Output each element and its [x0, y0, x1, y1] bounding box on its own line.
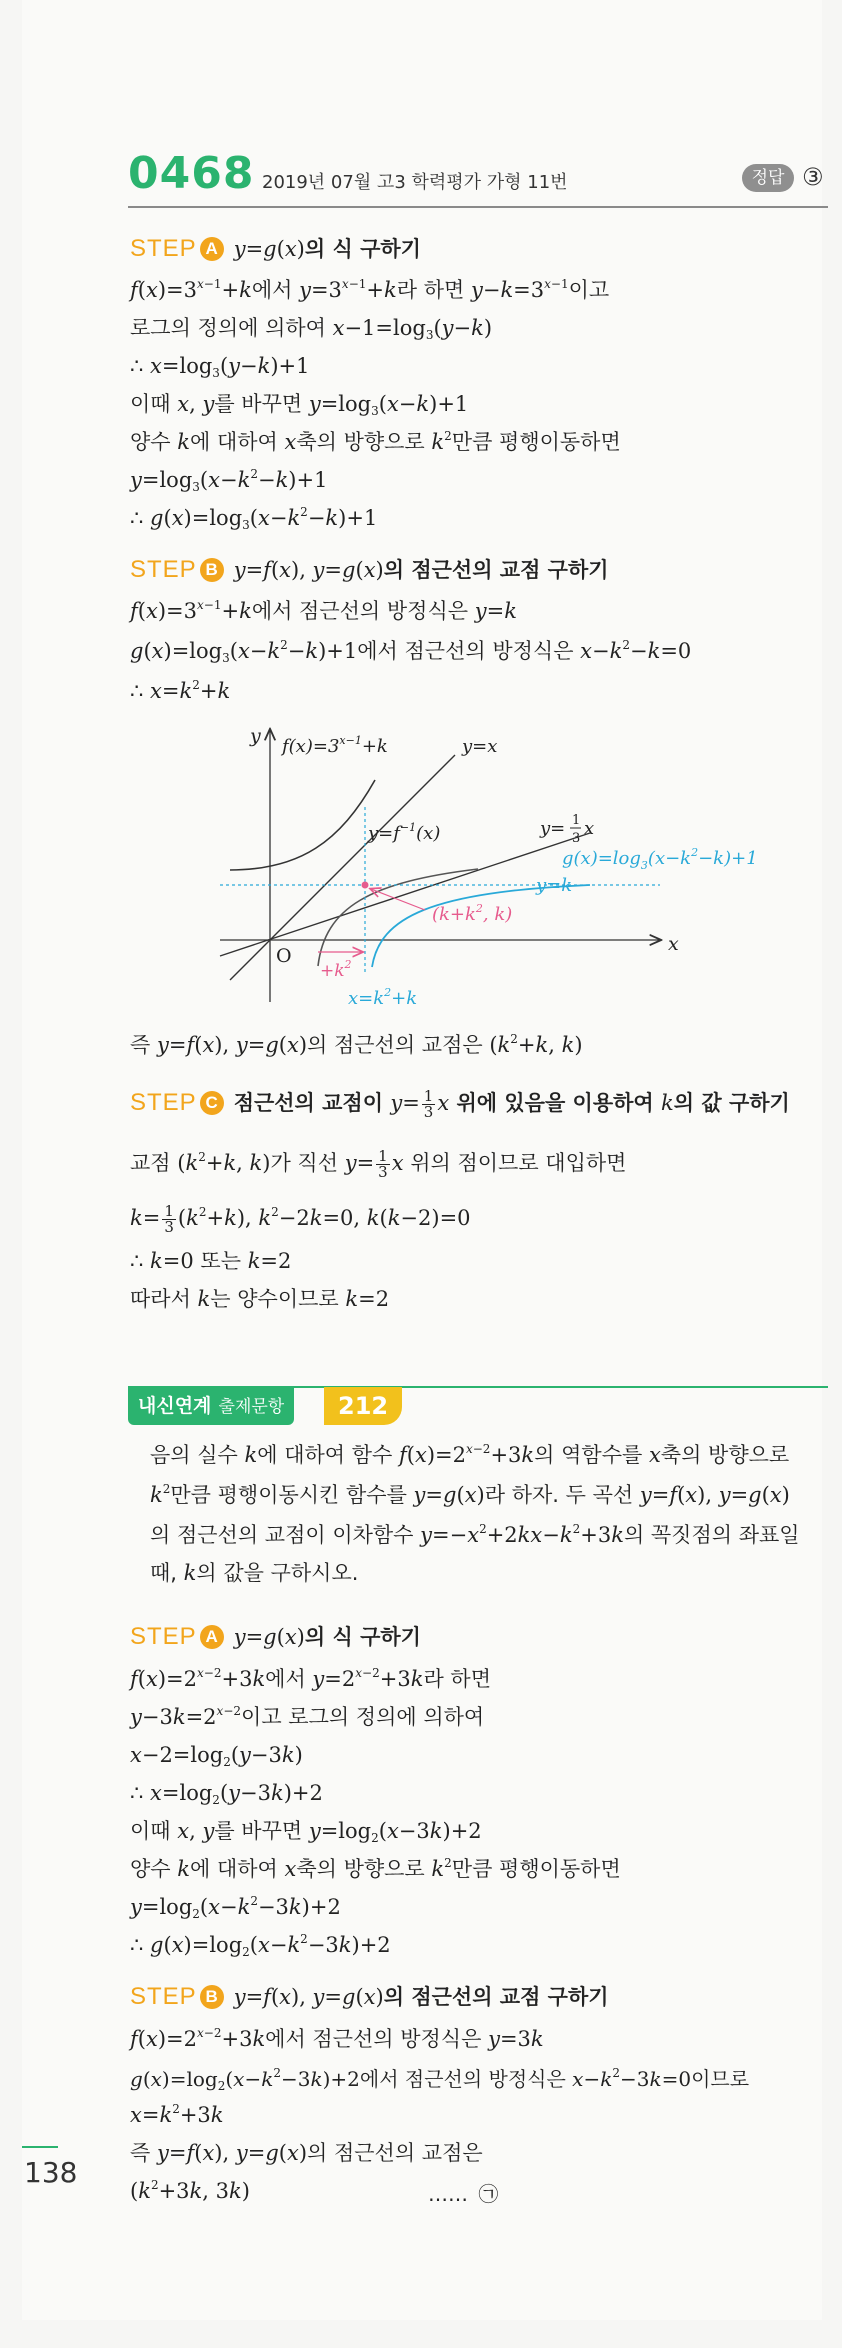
- problem-line-1: 음의 실수 k에 대하여 함수 $f(x)=2^{x-2}+3k$의 역함수를 x축의 방향으로: [150, 1442, 790, 1467]
- step-letter: B: [200, 558, 224, 582]
- one-third-line-label: y=: [540, 818, 566, 839]
- linked-number-badge: [324, 1387, 402, 1425]
- step-label: STEP: [130, 556, 197, 583]
- page-number-rule: [22, 2146, 58, 2148]
- header-rule: [128, 206, 828, 208]
- step-b-heading: STEP B y=f(x), y=g(x)의 점근선의 교점 구하기: [130, 556, 609, 583]
- sol-line-4: ∴ $x=\log_2(y-3k)+2$: [130, 1781, 323, 1807]
- line-9: $g(x)=\log_3(x-k^2-k)+1$에서 점근선의 방정식은 $x-k^2-k=0$: [130, 638, 692, 665]
- step-c-heading: STEP C 점근선의 교점이 y= $\frac{1}{3}$ x 위에 있음을 이용하여 k의 값 구하기: [130, 1086, 790, 1121]
- one-third-x: x: [584, 818, 595, 839]
- step-a2-heading: STEP A y=g(x)의 식 구하기: [130, 1623, 421, 1650]
- step-a-heading: STEP A y=g(x)의 식 구하기: [130, 235, 421, 262]
- sol-line-12: 즉 y=f(x), y=g(x)의 점근선의 교점은: [130, 2141, 483, 2165]
- line-1: $f(x)=3^{x-1}+k$에서 $y=3^{x-1}+k$라 하면 $y-k=3^{x-1}$이고: [130, 277, 610, 302]
- linked-badge: [128, 1387, 294, 1425]
- step-title: 의 식 구하기: [304, 237, 421, 261]
- sol-line-7: $y=\log_2(x-k^2-3k)+2$: [130, 1894, 341, 1921]
- answer-badge: [742, 164, 794, 192]
- yk-asymptote-label: y=k: [536, 875, 573, 896]
- sol-line-10: $g(x)=\log_2(x-k^2-3k)+2$에서 점근선의 방정식은 $x-k^2-3k=0$이므로: [130, 2066, 750, 2093]
- sol-line-11: $x=k^2+3k$: [130, 2102, 224, 2127]
- sol-line-1: $f(x)=2^{x-2}+3k$에서 $y=2^{x-2}+3k$라 하면: [130, 1666, 491, 1691]
- line-12: 교점 ($k^2+k$, k)가 직선 y= $\frac{1}{3}$ x 위의 점이므로 대입하면: [130, 1146, 627, 1181]
- sol-line-8: ∴ $g(x)=\log_2(x-k^2-3k)+2$: [130, 1932, 391, 1959]
- x-axis-label: x: [668, 933, 679, 955]
- line-8: $f(x)=3^{x-1}+k$에서 점근선의 방정식은 y=k: [130, 598, 517, 623]
- answer-label: 정답: [751, 168, 785, 188]
- step-label: STEP: [130, 1983, 197, 2010]
- y-axis-label: y: [250, 725, 261, 747]
- line-3: ∴ $x=\log_3(y-k)+1$: [130, 354, 310, 380]
- problem-number: 0468: [128, 148, 255, 199]
- line-7: ∴ $g(x)=\log_3(x-k^2-k)+1$: [130, 505, 378, 532]
- sol-line-13: ($k^2+3k$, 3k): [130, 2178, 250, 2203]
- x-asymptote-label: $x=k^2+k$: [348, 986, 418, 1009]
- problem-line-3: 의 점근선의 교점이 이차함수 $y=-x^2+2kx-k^2+3k$의 꼭짓점의 좌표일: [150, 1522, 800, 1547]
- line-6: $y=\log_3(x-k^2-k)+1$: [130, 467, 328, 494]
- step-title: 의 식 구하기: [304, 1625, 421, 1649]
- sol-line-9: $f(x)=2^{x-2}+3k$에서 점근선의 방정식은 y=3k: [130, 2026, 544, 2051]
- g-curve-label: $g(x)=\log_3(x-k^2-k)+1$: [562, 846, 758, 872]
- line-13: k= $\frac{1}{3}$ $(k^2+k)$, $k^2-2k=0$, k(k−2)=0: [130, 1201, 471, 1236]
- step-label: STEP: [130, 1089, 197, 1116]
- equation-marker: [428, 2178, 498, 2207]
- line-15: 따라서 k는 양수이므로 k=2: [130, 1287, 390, 1311]
- sol-line-2: $y-3k=2^{x-2}$이고 로그의 정의에 의하여: [130, 1704, 485, 1729]
- problem-source: 2019년 07월 고3 학력평가 가형 11번: [262, 172, 568, 193]
- f-curve-label: $f(x)=3^{x-1}+k$: [282, 734, 388, 757]
- line-2: 로그의 정의에 의하여 $x-1=\log_3(y-k)$: [130, 316, 493, 342]
- shift-label: $+k^2$: [320, 958, 352, 981]
- marker-symbol: ㉠: [478, 2182, 499, 2206]
- asymptote-graph: [200, 712, 840, 1022]
- step-label: STEP: [130, 235, 197, 262]
- marker-dots: ……: [428, 2182, 468, 2206]
- line-10: ∴ $x=k^2+k$: [130, 678, 231, 703]
- f-inverse-label: $y=f^{-1}(x)$: [368, 821, 441, 844]
- origin-label: O: [276, 945, 292, 967]
- sol-line-5: 이때 x, y를 바꾸면 $y=\log_2(x-3k)+2$: [130, 1819, 482, 1845]
- sol-line-3: $x-2=\log_2(y-3k)$: [130, 1743, 303, 1769]
- page-number: 138: [24, 2156, 78, 2189]
- problem-line-2: $k^2$만큼 평행이동시킨 함수를 y=g(x)라 하자. 두 곡선 y=f(x), y=g(x): [150, 1482, 790, 1507]
- linked-number: 212: [338, 1392, 389, 1420]
- line-5: 양수 k에 대하여 x축의 방향으로 $k^2$만큼 평행이동하면: [130, 429, 621, 454]
- one-third-numerator: 1: [572, 813, 581, 828]
- intersection-label: ($k+k^2$, k): [432, 902, 513, 925]
- step-letter: C: [200, 1091, 224, 1115]
- step-label: STEP: [130, 1623, 197, 1650]
- one-third-denominator: 3: [572, 831, 581, 846]
- step-letter: B: [200, 1985, 224, 2009]
- step-letter: A: [200, 1625, 224, 1649]
- step-title: 의 점근선의 교점 구하기: [383, 558, 609, 582]
- step-letter: A: [200, 237, 224, 261]
- step-title: 의 점근선의 교점 구하기: [383, 1985, 609, 2009]
- line-14: ∴ k=0 또는 k=2: [130, 1249, 292, 1273]
- problem-line-4: 때, k의 값을 구하시오.: [150, 1561, 359, 1585]
- yx-line-label: y=x: [462, 736, 498, 757]
- linked-sub: 출제문항: [218, 1397, 285, 1417]
- line-4: 이때 x, y를 바꾸면 $y=\log_3(x-k)+1$: [130, 392, 469, 418]
- sol-line-6: 양수 k에 대하여 x축의 방향으로 $k^2$만큼 평행이동하면: [130, 1856, 621, 1881]
- answer-value: ③: [802, 163, 824, 191]
- linked-label: 내신연계: [138, 1395, 212, 1417]
- line-11: 즉 y=f(x), y=g(x)의 점근선의 교점은 ($k^2+k$, k): [130, 1032, 583, 1057]
- step-b2-heading: STEP B y=f(x), y=g(x)의 점근선의 교점 구하기: [130, 1983, 609, 2010]
